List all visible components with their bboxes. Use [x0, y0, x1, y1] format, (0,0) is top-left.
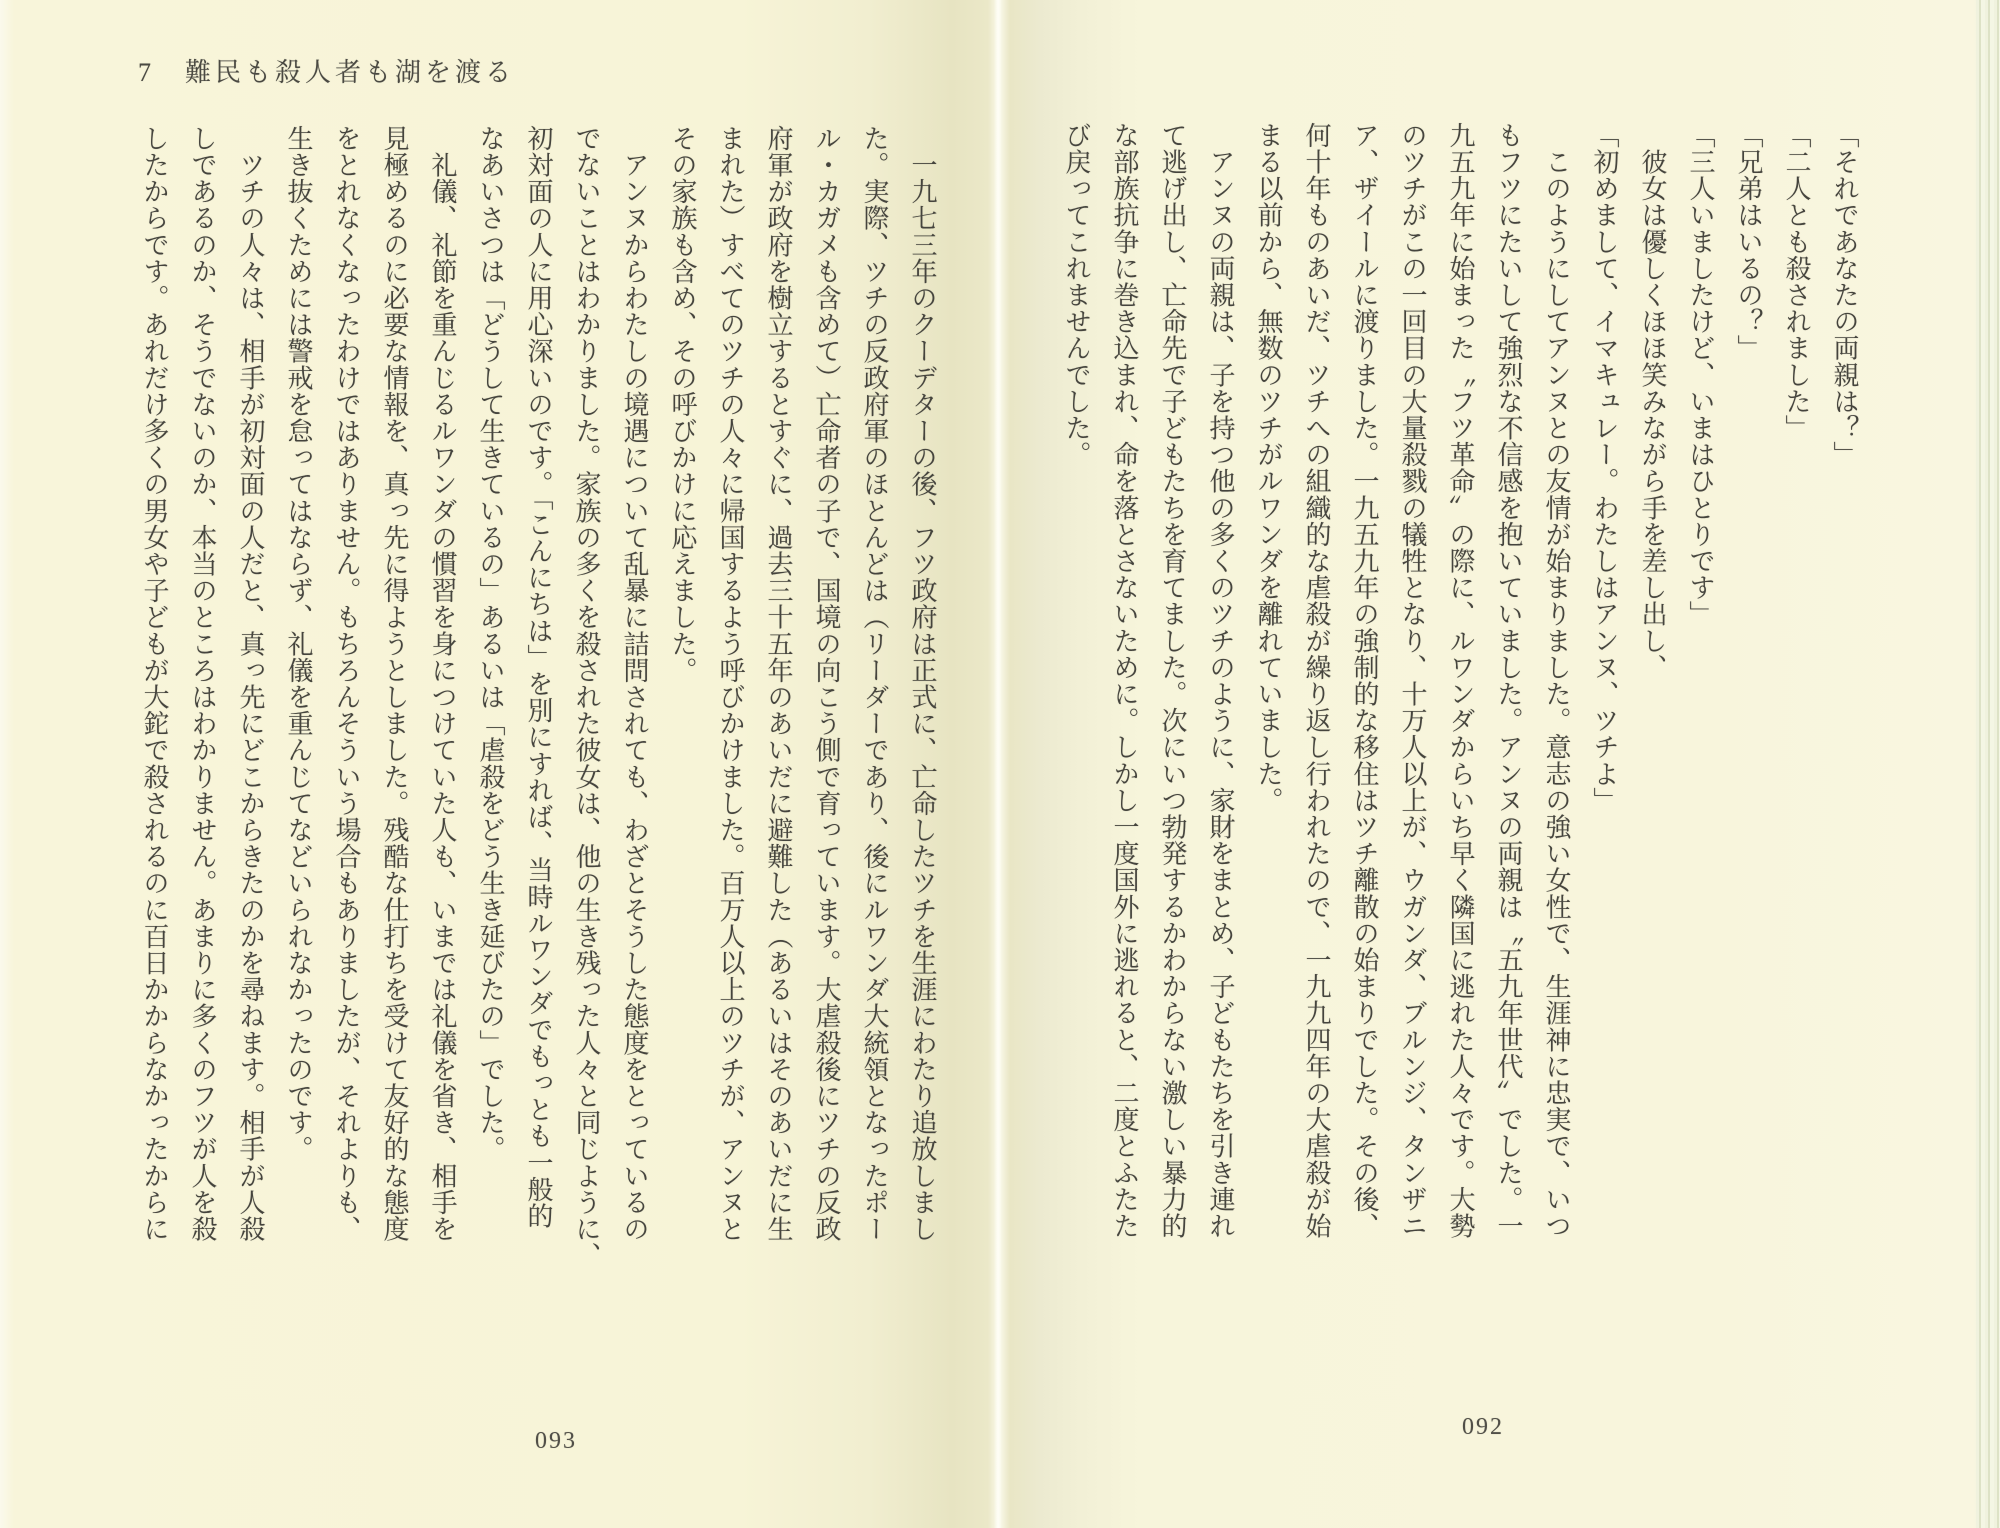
text-column: ル・カガメも含めて）亡命者の子で、国境の向こう側で育っています。大虐殺後にツチの反政 [812, 125, 841, 1243]
text-column: 「二人とも殺されました」 [1782, 122, 1811, 442]
text-column: もフツにたいして強烈な不信感を抱いていました。アンヌの両親は〝五九年世代〞でした。一 [1494, 122, 1523, 1240]
fore-edge-page-stack [1976, 0, 2000, 1528]
page-number-left: 093 [535, 1428, 577, 1454]
text-column: ツチの人々は、相手が初対面の人だと、真っ先にどこからきたのかを尋ねます。相手が人殺 [236, 125, 265, 1243]
text-column: た。実際、ツチの反政府軍のほとんどは（リーダーであり、後にルワンダ大統領となったポー [860, 125, 889, 1243]
text-column: び戻ってこれませんでした。 [1062, 122, 1091, 468]
text-column: したからです。あれだけ多くの男女や子どもが大鉈で殺されるのに百日かからなかったからに [140, 125, 169, 1243]
text-column: 九五九年に始まった〝フツ革命〞の際に、ルワンダからいち早く隣国に逃れた人々です。大勢 [1446, 122, 1475, 1240]
text-column: て逃げ出し、亡命先で子どもたちを育てました。次にいつ勃発するかわからない激しい暴力的 [1158, 122, 1187, 1240]
text-column: このようにしてアンヌとの友情が始まりました。意志の強い女性で、生涯神に忠実で、いつ [1542, 122, 1571, 1240]
text-column: 彼女は優しくほほ笑みながら手を差し出し、 [1638, 122, 1667, 681]
text-column: 「それであなたの両親は？」 [1830, 122, 1859, 468]
text-column: 見極めるのに必要な情報を、真っ先に得ようとしました。残酷な仕打ちを受けて友好的な態度 [380, 125, 409, 1243]
text-column: 初対面の人に用心深いのです。「こんにちは」を別にすれば、当時ルワンダでもっとも一般的 [524, 125, 553, 1230]
text-column: のツチがこの一回目の大量殺戮の犠牲となり、十万人以上が、ウガンダ、ブルンジ、タンザニ [1398, 122, 1427, 1240]
text-column: その家族も含め、その呼びかけに応えました。 [668, 125, 697, 684]
text-column: でないことはわかりました。家族の多くを殺された彼女は、他の生き残った人々と同じように、 [572, 125, 601, 1269]
page-number-right: 092 [1462, 1414, 1504, 1440]
text-column: 府軍が政府を樹立するとすぐに、過去三十五年のあいだに避難した（あるいはそのあいだに生 [764, 125, 793, 1243]
text-column: アンヌの両親は、子を持つ他の多くのツチのように、家財をまとめ、子どもたちを引き連れ [1206, 122, 1235, 1240]
text-column: 「三人いましたけど、いまはひとりです」 [1686, 122, 1715, 628]
chapter-header: 7 難民も殺人者も湖を渡る [138, 58, 516, 87]
text-column: しであるのか、そうでないのか、本当のところはわかりません。あまりに多くのフツが人を殺 [188, 125, 217, 1243]
text-column: 生き抜くためには警戒を怠ってはならず、礼儀を重んじてなどいられなかったのです。 [284, 125, 313, 1163]
text-column: をとれなくなったわけではありません。もちろんそういう場合もありましたが、それよりも、 [332, 125, 361, 1243]
text-column: 「兄弟はいるの？」 [1734, 122, 1763, 362]
gutter-highlight [994, 0, 1002, 1528]
text-column: 一九七三年のクーデターの後、フツ政府は正式に、亡命したツチを生涯にわたり追放しまし [908, 125, 937, 1243]
text-column: 「初めまして、イマキュレー。わたしはアンヌ、ツチよ」 [1590, 122, 1619, 814]
text-column: な部族抗争に巻き込まれ、命を落とさないために。しかし一度国外に逃れると、二度とふたた [1110, 122, 1139, 1240]
text-column: まる以前から、無数のツチがルワンダを離れていました。 [1254, 122, 1283, 814]
text-column: なあいさつは「どうして生きているの」あるいは「虐殺をどう生き延びたの」でした。 [476, 125, 505, 1163]
right-page-text [1052, 122, 1868, 1297]
left-page-text [130, 125, 946, 1300]
text-column: まれた）すべてのツチの人々に帰国するよう呼びかけました。百万人以上のツチが、アンヌと [716, 125, 745, 1243]
text-column: 礼儀、礼節を重んじるルワンダの慣習を身につけていた人も、いまでは礼儀を省き、相手を [428, 125, 457, 1243]
text-column: アンヌからわたしの境遇について乱暴に詰問されても、わざとそうした態度をとっているの [620, 125, 649, 1243]
text-column: ア、ザイールに渡りました。一九五九年の強制的な移住はツチ離散の始まりでした。その後、 [1350, 122, 1379, 1240]
text-column: 何十年ものあいだ、ツチへの組織的な虐殺が繰り返し行われたので、一九九四年の大虐殺が始 [1302, 122, 1331, 1240]
